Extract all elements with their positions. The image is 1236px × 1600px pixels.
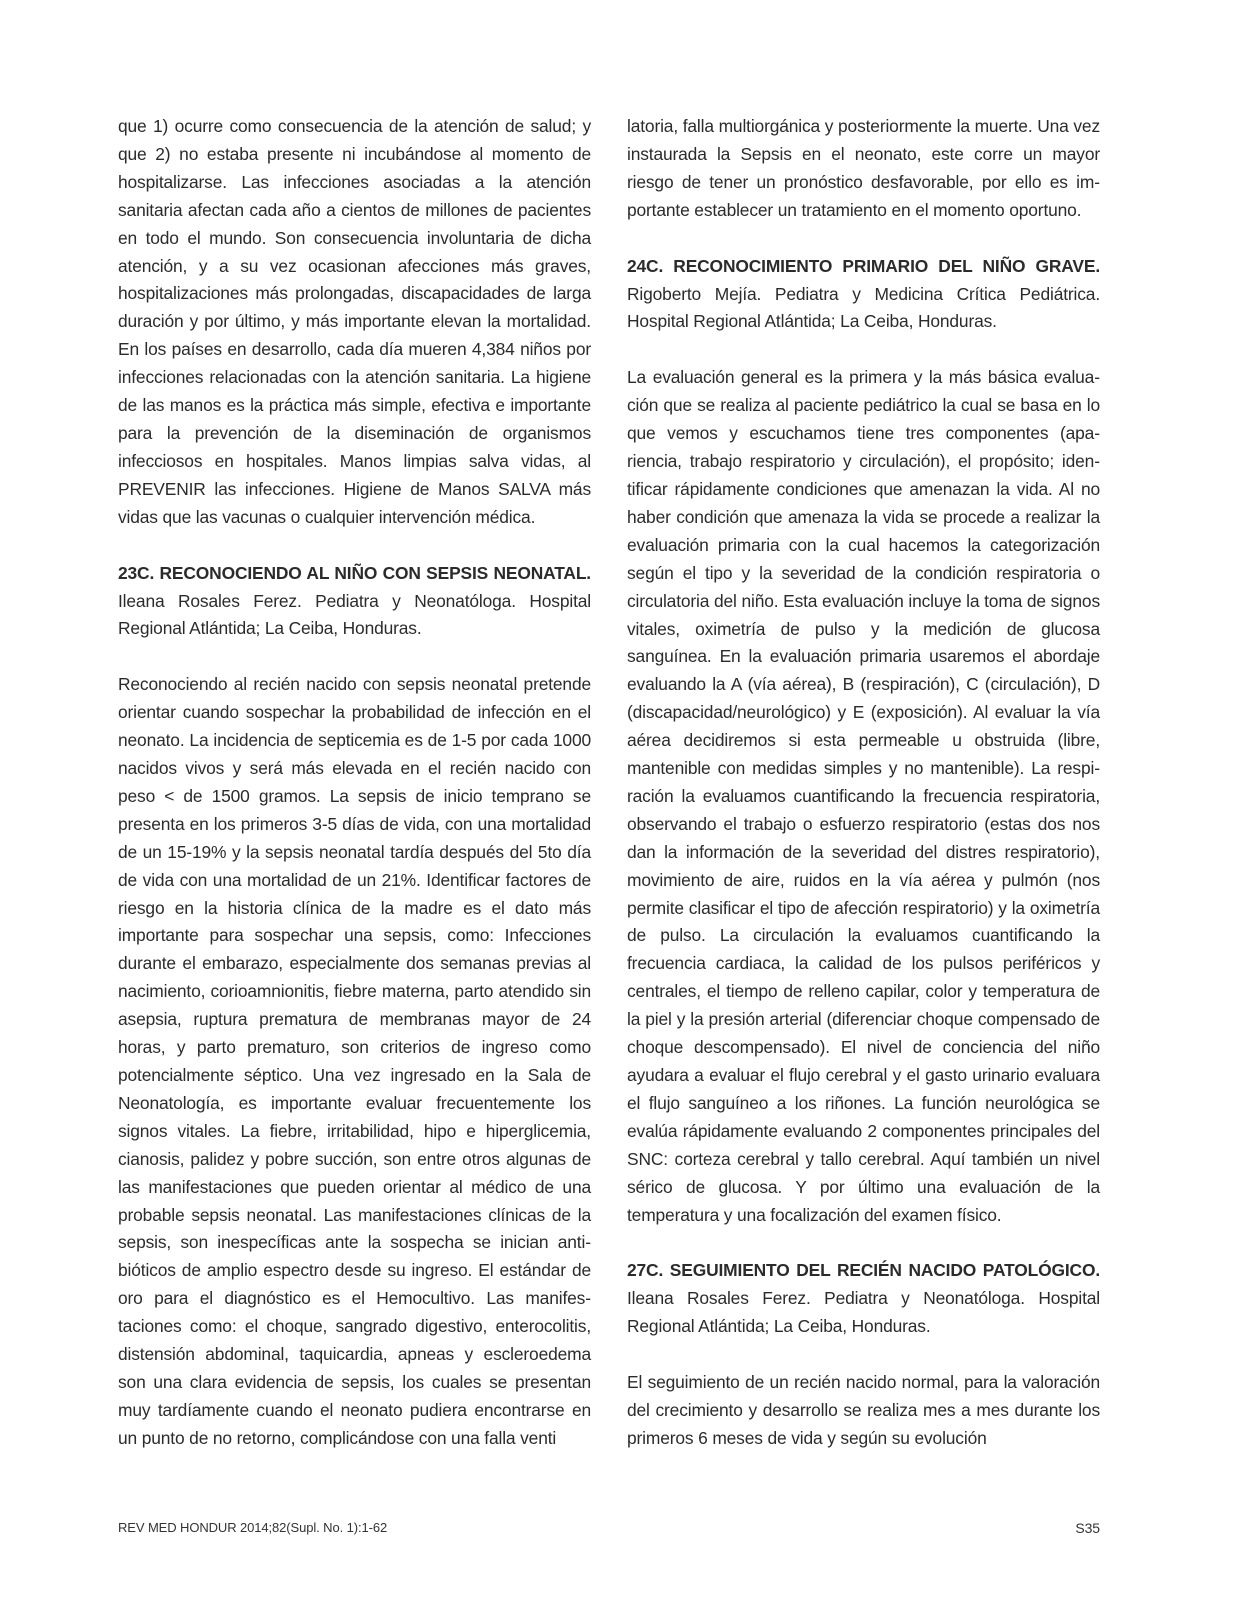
section-27c-authors: Ileana Rosales Ferez. Pediatra y Neonatóloga. Hospital Regional Atlántida; La Ceiba, Honduras.	[627, 1288, 1100, 1337]
section-27c	[627, 1257, 1100, 1341]
section-27c-heading: 27C. SEGUIMIENTO DEL RECIÉN NACIDO PATOLÓGICO.	[627, 1260, 1100, 1281]
page-number: S35	[1075, 1520, 1100, 1536]
section-27c-body: El seguimiento de un recién nacido normal, para la valoración del crecimiento y desarrollo se realiza mes a mes durante los primeros 6 meses de vida y según su evolución	[627, 1372, 1100, 1448]
section-23c-body: Reconociendo al recién nacido con sepsis neonatal pretende orientar cuando sospechar la probabilidad de infección en el neonato. La incidencia de septicemia es de 1-5 por cada 1000 nacidos vivos y será más elevada en el recién nacido con peso < de 1500 gramos. La sepsis de inicio temprano se presenta en los primeros 3-5 días de vida, con una mortalidad de un 15-19% y la sepsis neonatal tardía después del 5to día de vida con una mortalidad de un 21%. Identificar factores de riesgo en la historia clínica de la madre es el dato más importante para sospechar una sepsis, como: Infecciones durante el embarazo, especialmente dos semanas previas al nacimiento, corioamnionitis, fiebre materna, parto atendido sin asepsia, ruptura prematura de membranas mayor de 24 horas, y parto prematuro, son criterios de ingreso como potencialmente séptico. Una vez ingresado en la Sala de Neonatología, es importante evaluar frecuentemente los signos vitales. La fiebre, irritabilidad, hipo e hiperglicemia, cianosis, palidez y pobre succión, son entre otros algunas de las manifestaciones que pueden orientar al médico de una probable sepsis neonatal. Las manifestaciones clínicas de la sepsis, son inespecíficas ante la sospecha se inician antibióticos de amplio espectro desde su ingreso. El estándar de oro para el diagnóstico es el Hemocultivo. Las manifestaciones como: el choque, sangrado digestivo, enterocolitis, distensión abdominal, taquicardia, apneas y escleroedema son una clara evidencia de sepsis, los cuales se presentan muy tardíamente cuando el neonato pudiera encontrarse en un punto de no retorno, complicándose con una falla venti	[118, 674, 591, 1448]
section-24c	[627, 253, 1100, 337]
section-23c-heading: 23C. RECONOCIENDO AL NIÑO CON SEPSIS NEONATAL.	[118, 562, 591, 583]
section-24c-heading: 24C. RECONOCIMIENTO PRIMARIO DEL NIÑO GRAVE.	[627, 255, 1100, 276]
section-23c	[118, 560, 591, 644]
right-column	[627, 113, 1100, 1453]
paragraph-sepsis-continued: latoria, falla multiorgánica y posteriormente la muerte. Una vez instaurada la Sepsis en el neonato, este corre un mayor riesgo de tener un pronóstico desfavorable, por ello es importante establecer un tratamiento en el momento oportuno.	[627, 116, 1100, 220]
paragraph-hand-hygiene: que 1) ocurre como consecuencia de la atención de salud; y que 2) no estaba presente ni incubándose al momento de hospitalizarse. Las infecciones asociadas a la atención sanitaria afectan cada año a cientos de millones de pacientes en todo el mundo. Son consecuencia involuntaria de dicha atención, y a su vez ocasionan afecciones más graves, hospitalizaciones más prolongadas, discapacidades de larga duración y por último, y más importante elevan la mortalidad. En los países en desarrollo, cada día mueren 4,384 niños por infecciones relacionadas con la atención sanitaria. La higiene de las manos es la práctica más simple, efectiva e importante para la prevención de la diseminación de organismos infecciosos en hospitales. Manos limpias salva vidas, al PREVENIR las infecciones. Higiene de Manos SALVA más vidas que las vacunas o cualquier intervención médica.	[118, 116, 591, 527]
section-23c-authors: Ileana Rosales Ferez. Pediatra y Neonatóloga. Hospital Regional Atlántida; La Ceiba, Honduras.	[118, 590, 591, 639]
section-24c-authors: Rigoberto Mejía. Pediatra y Medicina Crítica Pediátrica. Hospital Regional Atlántida; La Ceiba, Honduras.	[627, 283, 1100, 332]
journal-citation: REV MED HONDUR 2014;82(Supl. No. 1):1-62	[118, 1520, 388, 1535]
section-24c-body: La evaluación general es la primera y la más básica evaluación que se realiza al paciente pediátrico la cual se basa en lo que vemos y escuchamos tiene tres componentes (apariencia, trabajo respiratorio y circulación), el propósito; identificar rápidamente condiciones que amenazan la vida. Al no haber condición que amenaza la vida se procede a realizar la evaluación primaria con la cual hacemos la categorización según el tipo y la severidad de la condición respiratoria o circulatoria del niño. Esta evaluación incluye la toma de signos vitales, oximetría de pulso y la medición de glucosa sanguínea. En la evaluación primaria usaremos el abordaje evaluando la A (vía aérea), B (respiración), C (circulación), D (discapacidad/neurológico) y E (exposición). Al evaluar la vía aérea decidiremos si esta permeable u obstruida (libre, mantenible con medidas simples y no mantenible). La respiración la evaluamos cuantificando la frecuencia respiratoria, observando el trabajo o esfuerzo respiratorio (estas dos nos dan la información de la severidad del distres respiratorio), movimiento de aire, ruidos en la vía aérea y pulmón (nos permite clasificar el tipo de afección respiratorio) y la oximetría de pulso. La circulación la evaluamos cuantificando la frecuencia cardiaca, la calidad de los pulsos periféricos y centrales, el tiempo de relleno capilar, color y temperatura de la piel y la presión arterial (diferenciar choque compensado de choque descompensado). El nivel de conciencia del niño ayudara a evaluar el flujo cerebral y el gasto urinario evaluara el flujo sanguíneo a los riñones. La función neurológica se evalúa rápidamente evaluando 2 componentes principales del SNC: corteza cerebral y tallo cerebral. Aquí también un nivel sérico de glucosa. Y por último una evaluación de la temperatura y una focalización del examen físico.	[627, 367, 1100, 1225]
left-column	[118, 113, 591, 1453]
